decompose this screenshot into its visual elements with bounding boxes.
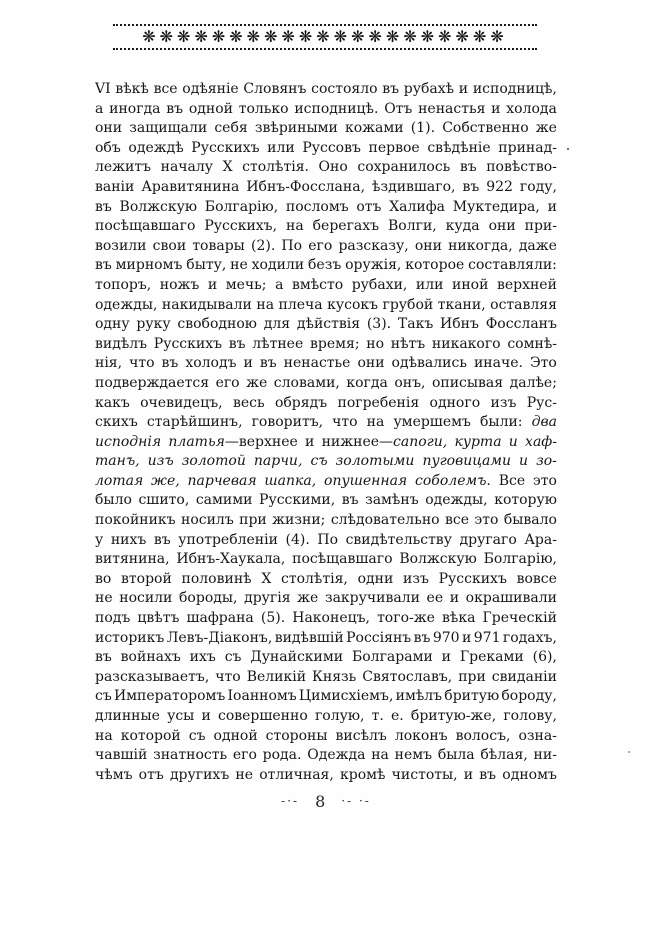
scan-speck	[567, 148, 569, 150]
text-line: VI вѣкѣ все одѣяніе Словянъ состояло въ рубахѣ и исподницѣ,	[95, 81, 557, 97]
text-line: подъ цвѣтъ шафрана (5). Наконецъ, того-же вѣка Греческій	[95, 610, 557, 627]
text-line: посѣщавшаго Русскихъ, на берегахъ Волги, куда они при-	[95, 218, 557, 235]
text-line: было сшито, самими Русскими, въ замѣнъ одежды, которую	[95, 492, 557, 509]
text-line: въ войнахъ ихъ съ Дунайскими Болгарами и Греками (6),	[95, 649, 557, 666]
text-line: чавшій знатность его рода. Одежда на немъ была бѣлая, ни-	[95, 747, 557, 764]
text-line: подверждается его же словами, когда онъ, описывая далѣе;	[95, 374, 557, 391]
text-line: не носили бороды, другія же закручивали ее и окрашивали	[95, 590, 557, 607]
text-line: на которой съ одной стороны висѣлъ локонъ волосъ, озна-	[95, 727, 557, 744]
text-line: видѣлъ Русскихъ въ лѣтнее время; но нѣтъ никакого сомнѣ-	[95, 335, 557, 352]
text-line: лежитъ началу X столѣтія. Оно сохранилось въ повѣство-	[95, 159, 557, 176]
text-line: танъ, изъ золотой парчи, съ золотыми пуговицами и зо-	[95, 453, 557, 470]
text-line: объ одеждѣ Русскихъ или Руссовъ первое свѣдѣніе принад-	[95, 139, 557, 156]
footer-left-ornament: -·-	[281, 794, 300, 808]
text-line: историкъ Левъ-Діаконъ, видѣвшій Россіянъ въ 970 и 971 годахъ,	[95, 629, 557, 646]
text-line: скихъ старѣйшинъ, говоритъ, что на умершемъ были: два	[95, 414, 557, 431]
page-footer	[95, 792, 557, 811]
text-line: во второй половинѣ X столѣтія, одни изъ Русскихъ вовсе	[95, 570, 557, 587]
scan-speck	[628, 751, 630, 753]
text-line: разсказываетъ, что Великій Князь Святославъ, при свиданіи	[95, 668, 557, 685]
text-line: топоръ, ножъ и мечь; а вмѣсто рубахи, или иной верхней	[95, 276, 557, 293]
footer-right-ornament: ·- ·-	[341, 794, 371, 808]
text-line: одежды, накидывали на плеча кусокъ грубой ткани, оставляя	[95, 296, 557, 313]
text-line: а иногда въ одной только исподницѣ. Отъ ненастья и холода	[95, 100, 557, 117]
text-line: въ Волжскую Болгарію, посломъ отъ Халифа Муктедира, и	[95, 198, 557, 215]
body-text	[95, 81, 557, 786]
text-line: длинные усы и совершенно голую, т. е. бритую-же, голову,	[95, 708, 557, 724]
ornamental-border: ❋❋❋❋❋❋❋❋❋❋❋❋❋❋❋❋❋❋❋❋❋	[113, 24, 537, 50]
text-line: съ Императоромъ Іоанномъ Цимисхіемъ, имѣлъ бритую бороду,	[95, 688, 557, 705]
text-line: нія, что въ холодъ и въ ненастье они одѣвались иначе. Это	[95, 355, 557, 372]
text-line: въ мирномъ быту, не ходили безъ оружія, которое составляли:	[95, 257, 557, 274]
page-number: 8	[315, 792, 326, 811]
text-line: какъ очевидецъ, весь обрядъ погребенія одного изъ Рус-	[95, 394, 557, 411]
text-line: исподнія платья—верхнее и нижнее—сапоги, курта и хаф-	[95, 433, 557, 450]
text-line: чѣмъ отъ другихъ не отличная, кромѣ чистоты, и въ одномъ	[95, 766, 557, 783]
text-line: лотая же, парчевая шапка, опушенная соболемъ. Все это	[95, 472, 557, 489]
text-line: у нихъ въ употребленіи (4). По свидѣтельству другаго Ара-	[95, 531, 557, 548]
text-line: витянина, Ибнъ-Хаукала, посѣщавшаго Волжскую Болгарію,	[95, 551, 557, 568]
text-line: покойникъ носилъ при жизни; слѣдовательно все это бывало	[95, 512, 557, 529]
text-line: они защищали себя звѣриными кожами (1). Собственно же	[95, 120, 557, 137]
text-line: одну руку свободною для дѣйствія (3). Такъ Ибнъ Фоссланъ	[95, 316, 557, 333]
text-line: ваніи Аравитянина Ибнъ-Фосслана, ѣздившаго, въ 922 году,	[95, 178, 557, 195]
text-line: возили свои товары (2). По его разсказу, они никогда, даже	[95, 237, 557, 254]
